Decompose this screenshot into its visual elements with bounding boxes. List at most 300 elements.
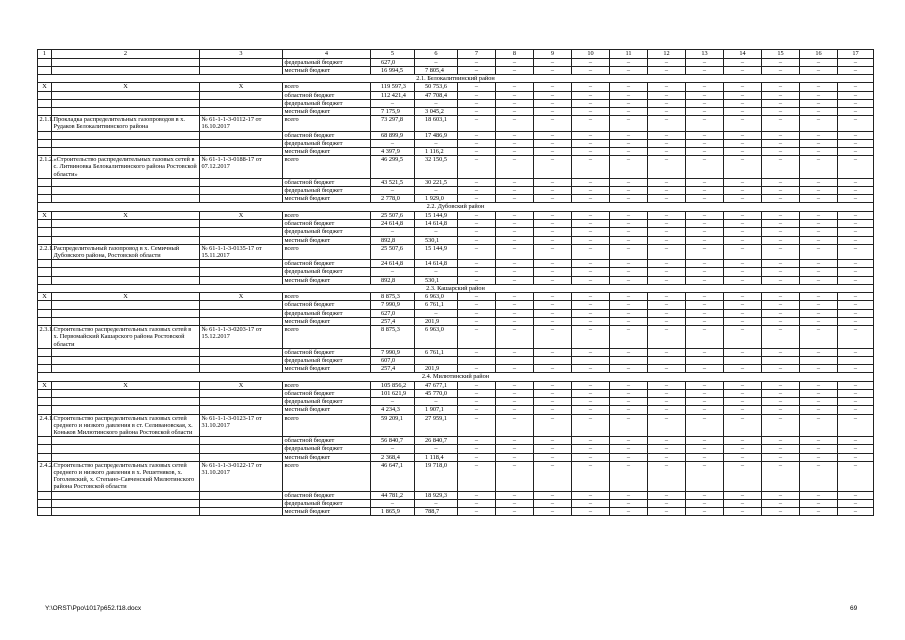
value-cell: – [371,499,415,507]
expertise-cell: № 61-1-1-3-0112-17 от 16.10.2017 [200,116,283,131]
column-number-cell: 11 [610,50,648,59]
value-cell: – [610,381,648,389]
value-cell: – [496,58,534,66]
value-cell: – [610,406,648,414]
table-row [38,381,874,389]
value-cell: – [496,348,534,356]
value-cell: – [610,178,648,186]
value-cell: – [724,108,762,116]
value-cell: – [838,139,874,147]
expertise-cell [200,356,283,364]
value-cell: 73 297,8 [371,116,415,131]
value-cell: – [534,414,572,437]
value-cell: – [838,276,874,284]
value-cell: – [496,91,534,99]
table-row [38,108,874,116]
value-cell: – [458,398,496,406]
value-cell: – [724,244,762,259]
value-cell: – [686,66,724,74]
expertise-cell: X [200,211,283,219]
value-cell: – [762,348,800,356]
item-number-cell [38,317,52,325]
value-cell: 45 770,0 [415,390,458,398]
value-cell: – [724,453,762,461]
object-name-cell [52,276,200,284]
table-row [38,499,874,507]
funding-source-cell: местный бюджет [283,276,371,284]
expertise-cell: № 61-1-1-3-0135-17 от 15.11.2017 [200,244,283,259]
value-cell: – [724,348,762,356]
value-cell: – [572,220,610,228]
expertise-cell [200,99,283,107]
item-number-cell [38,508,52,516]
value-cell: – [496,453,534,461]
table-row [38,406,874,414]
value-cell: – [762,178,800,186]
value-cell: – [534,309,572,317]
value-cell: – [458,91,496,99]
value-cell: – [686,499,724,507]
funding-source-cell: местный бюджет [283,406,371,414]
table-row [38,508,874,516]
value-cell: – [572,66,610,74]
section-title: 2.4. Милютинский район [38,373,874,382]
value-cell: – [838,228,874,236]
value-cell: – [572,414,610,437]
value-cell: – [534,317,572,325]
value-cell: – [648,445,686,453]
value-cell: 19 718,0 [415,461,458,491]
value-cell: – [534,499,572,507]
funding-source-cell: местный бюджет [283,317,371,325]
value-cell: – [496,301,534,309]
value-cell: – [572,58,610,66]
value-cell: – [838,99,874,107]
object-name-cell [52,148,200,156]
value-cell: 24 614,8 [371,260,415,268]
object-name-cell [52,406,200,414]
expertise-cell [200,365,283,373]
expertise-cell [200,228,283,236]
value-cell: – [610,99,648,107]
value-cell: – [686,365,724,373]
funding-source-cell: местный бюджет [283,236,371,244]
value-cell: – [534,508,572,516]
value-cell: – [724,220,762,228]
expertise-cell [200,301,283,309]
funding-source-cell: федеральный бюджет [283,187,371,195]
value-cell: – [458,156,496,179]
value-cell: – [534,220,572,228]
value-cell: – [610,131,648,139]
column-number-cell: 15 [762,50,800,59]
funding-source-cell: местный бюджет [283,195,371,203]
object-name-cell [52,301,200,309]
value-cell: – [762,58,800,66]
value-cell: – [838,236,874,244]
expertise-cell [200,508,283,516]
item-number-cell [38,301,52,309]
table-row [38,99,874,107]
value-cell: – [458,187,496,195]
value-cell: – [534,365,572,373]
item-number-cell [38,131,52,139]
item-number-cell [38,491,52,499]
value-cell: – [610,148,648,156]
value-cell: – [724,178,762,186]
value-cell: – [800,268,838,276]
expertise-cell [200,268,283,276]
value-cell: – [724,260,762,268]
object-name-cell [52,91,200,99]
table-row [38,268,874,276]
value-cell: – [496,156,534,179]
value-cell: – [800,195,838,203]
item-number-cell [38,309,52,317]
object-name-cell [52,437,200,445]
table-row [38,445,874,453]
value-cell: – [686,187,724,195]
value-cell: 14 614,8 [415,220,458,228]
value-cell: 788,7 [415,508,458,516]
value-cell: – [686,491,724,499]
value-cell: – [496,236,534,244]
value-cell: – [572,326,610,349]
value-cell: 105 856,2 [371,381,415,389]
value-cell: – [496,326,534,349]
value-cell: – [572,139,610,147]
value-cell: – [838,260,874,268]
value-cell: – [724,301,762,309]
value-cell: – [724,116,762,131]
value-cell: – [800,178,838,186]
table-row [38,228,874,236]
object-name-cell [52,356,200,364]
value-cell: – [762,309,800,317]
expertise-cell: X [200,293,283,301]
value-cell: – [648,293,686,301]
value-cell: – [572,309,610,317]
table-row [38,195,874,203]
value-cell: – [496,461,534,491]
value-cell: – [534,58,572,66]
expertise-cell: X [200,381,283,389]
value-cell: – [458,508,496,516]
page-number: 69 [850,605,858,612]
funding-source-cell: областной бюджет [283,91,371,99]
value-cell: – [800,58,838,66]
object-name-cell: X [52,83,200,91]
value-cell: – [686,326,724,349]
column-number-cell: 1 [38,50,52,59]
value-cell: – [686,414,724,437]
object-name-cell [52,108,200,116]
value-cell: – [686,508,724,516]
value-cell: – [496,276,534,284]
expertise-cell [200,139,283,147]
table-row [38,276,874,284]
value-cell: – [572,91,610,99]
value-cell: – [762,211,800,219]
table-row [38,156,874,179]
value-cell: – [800,66,838,74]
value-cell: – [496,260,534,268]
value-cell: – [686,116,724,131]
value-cell: – [648,195,686,203]
object-name-cell [52,260,200,268]
value-cell: – [648,236,686,244]
value-cell: – [800,116,838,131]
object-name-cell [52,187,200,195]
value-cell: – [800,99,838,107]
value-cell: – [724,398,762,406]
value-cell: – [686,195,724,203]
value-cell: – [686,301,724,309]
value-cell: – [800,293,838,301]
value-cell: – [762,131,800,139]
value-cell: – [762,453,800,461]
value-cell: – [610,499,648,507]
funding-source-cell: федеральный бюджет [283,398,371,406]
object-name-cell [52,508,200,516]
value-cell: – [534,148,572,156]
table-row [38,244,874,259]
table-row [38,58,874,66]
table-row [38,236,874,244]
value-cell: – [458,348,496,356]
value-cell: 68 899,9 [371,131,415,139]
value-cell: – [762,148,800,156]
value-cell: – [686,398,724,406]
table-row [38,437,874,445]
value-cell: – [572,348,610,356]
value-cell: – [838,398,874,406]
value-cell: – [648,178,686,186]
value-cell: – [458,414,496,437]
item-number-cell: 2.1.2. [38,156,52,179]
value-cell: – [610,491,648,499]
value-cell: – [762,365,800,373]
value-cell: – [686,228,724,236]
funding-source-cell: федеральный бюджет [283,228,371,236]
value-cell: – [686,108,724,116]
value-cell: – [496,491,534,499]
value-cell: – [371,445,415,453]
value-cell [572,356,610,364]
value-cell: – [686,381,724,389]
item-number-cell: X [38,381,52,389]
value-cell: – [648,116,686,131]
value-cell: – [458,116,496,131]
value-cell: – [534,131,572,139]
table-row [38,91,874,99]
value-cell: – [648,260,686,268]
value-cell: – [572,178,610,186]
item-number-cell [38,445,52,453]
table-row [38,414,874,437]
funding-source-cell: всего [283,244,371,259]
value-cell: – [838,381,874,389]
value-cell: – [800,108,838,116]
value-cell: – [762,156,800,179]
table-row [38,348,874,356]
value-cell: – [686,461,724,491]
value-cell: – [572,236,610,244]
expertise-cell [200,131,283,139]
value-cell: – [572,398,610,406]
object-name-cell [52,398,200,406]
expertise-cell [200,236,283,244]
funding-source-cell: областной бюджет [283,348,371,356]
value-cell: – [724,406,762,414]
value-cell: – [724,139,762,147]
value-cell: – [610,139,648,147]
table-row [38,326,874,349]
value-cell: – [724,148,762,156]
value-cell: – [648,398,686,406]
value-cell: – [496,390,534,398]
value-cell: – [648,268,686,276]
value-cell: – [724,309,762,317]
value-cell: – [762,139,800,147]
value-cell: – [648,228,686,236]
value-cell: – [838,116,874,131]
value-cell: – [800,276,838,284]
value-cell: – [724,317,762,325]
value-cell: – [724,437,762,445]
value-cell: – [724,414,762,437]
value-cell: – [648,244,686,259]
value-cell: – [762,108,800,116]
value-cell: – [762,228,800,236]
value-cell: – [838,461,874,491]
value-cell: – [648,414,686,437]
value-cell: – [838,406,874,414]
value-cell: – [534,491,572,499]
value-cell: – [610,156,648,179]
expertise-cell: № 61-1-1-3-0122-17 от 31.10.2017 [200,461,283,491]
value-cell: – [648,317,686,325]
value-cell: 18 603,1 [415,116,458,131]
table-row [38,178,874,186]
object-name-cell [52,139,200,147]
value-cell: – [458,491,496,499]
value-cell: – [800,187,838,195]
item-number-cell [38,66,52,74]
funding-source-cell: федеральный бюджет [283,58,371,66]
expertise-cell [200,390,283,398]
expertise-cell [200,437,283,445]
value-cell: – [800,139,838,147]
value-cell: – [572,195,610,203]
table-row [38,356,874,364]
value-cell: – [572,461,610,491]
value-cell: – [496,66,534,74]
value-cell: – [496,187,534,195]
value-cell: – [838,348,874,356]
value-cell: – [610,276,648,284]
value-cell: – [458,220,496,228]
value-cell: – [838,445,874,453]
item-number-cell [38,437,52,445]
value-cell: – [800,148,838,156]
value-cell [496,356,534,364]
value-cell: 43 521,5 [371,178,415,186]
value-cell: – [648,390,686,398]
value-cell: – [648,108,686,116]
value-cell: – [762,461,800,491]
expertise-cell: № 61-1-1-3-0203-17 от 15.12.2017 [200,326,283,349]
value-cell: – [496,131,534,139]
value-cell: – [610,301,648,309]
item-number-cell: 2.3.1. [38,326,52,349]
file-path: Y:\ORST\Ppo\1017p652.f18.docx [45,605,142,612]
value-cell: 15 144,9 [415,211,458,219]
expertise-cell: X [200,83,283,91]
value-cell: – [648,58,686,66]
value-cell: – [534,178,572,186]
value-cell: – [534,187,572,195]
value-cell: – [610,508,648,516]
object-name-cell: Строительство распределительных газовых сетей среднего и низкого давления в х. Решетняков, х. Гоголевский, х. Степано-Савченский Милютинского района Ростовской области [52,461,200,491]
object-name-cell: Распределительный газопровод в х. Семичный Дубовского района, Ростовской области [52,244,200,259]
value-cell: – [496,499,534,507]
section-row [38,74,874,83]
table-row [38,365,874,373]
item-number-cell: 2.4.1. [38,414,52,437]
value-cell: 7 990,9 [371,301,415,309]
value-cell: – [686,453,724,461]
value-cell: – [572,365,610,373]
column-number-cell: 6 [415,50,458,59]
value-cell: – [610,236,648,244]
value-cell: – [371,398,415,406]
funding-source-cell: местный бюджет [283,148,371,156]
value-cell: – [800,156,838,179]
expertise-cell: № 61-1-1-3-0123-17 от 31.10.2017 [200,414,283,437]
item-number-cell [38,220,52,228]
value-cell: – [800,398,838,406]
table-row [38,398,874,406]
item-number-cell [38,406,52,414]
value-cell: – [534,66,572,74]
value-cell: – [572,108,610,116]
value-cell: – [572,268,610,276]
value-cell: – [800,236,838,244]
value-cell: 7 805,4 [415,66,458,74]
value-cell: – [458,453,496,461]
value-cell: 59 209,1 [371,414,415,437]
value-cell: – [724,195,762,203]
value-cell: – [534,453,572,461]
value-cell: – [572,99,610,107]
value-cell: – [610,260,648,268]
value-cell: – [534,156,572,179]
value-cell: – [371,187,415,195]
value-cell: – [838,499,874,507]
value-cell: – [724,499,762,507]
expertise-cell [200,276,283,284]
value-cell: – [724,461,762,491]
value-cell: – [800,91,838,99]
value-cell: – [648,156,686,179]
item-number-cell [38,108,52,116]
item-number-cell [38,99,52,107]
value-cell: – [686,268,724,276]
section-title: 2.2. Дубовский район [38,203,874,212]
expertise-cell [200,499,283,507]
value-cell: – [534,91,572,99]
